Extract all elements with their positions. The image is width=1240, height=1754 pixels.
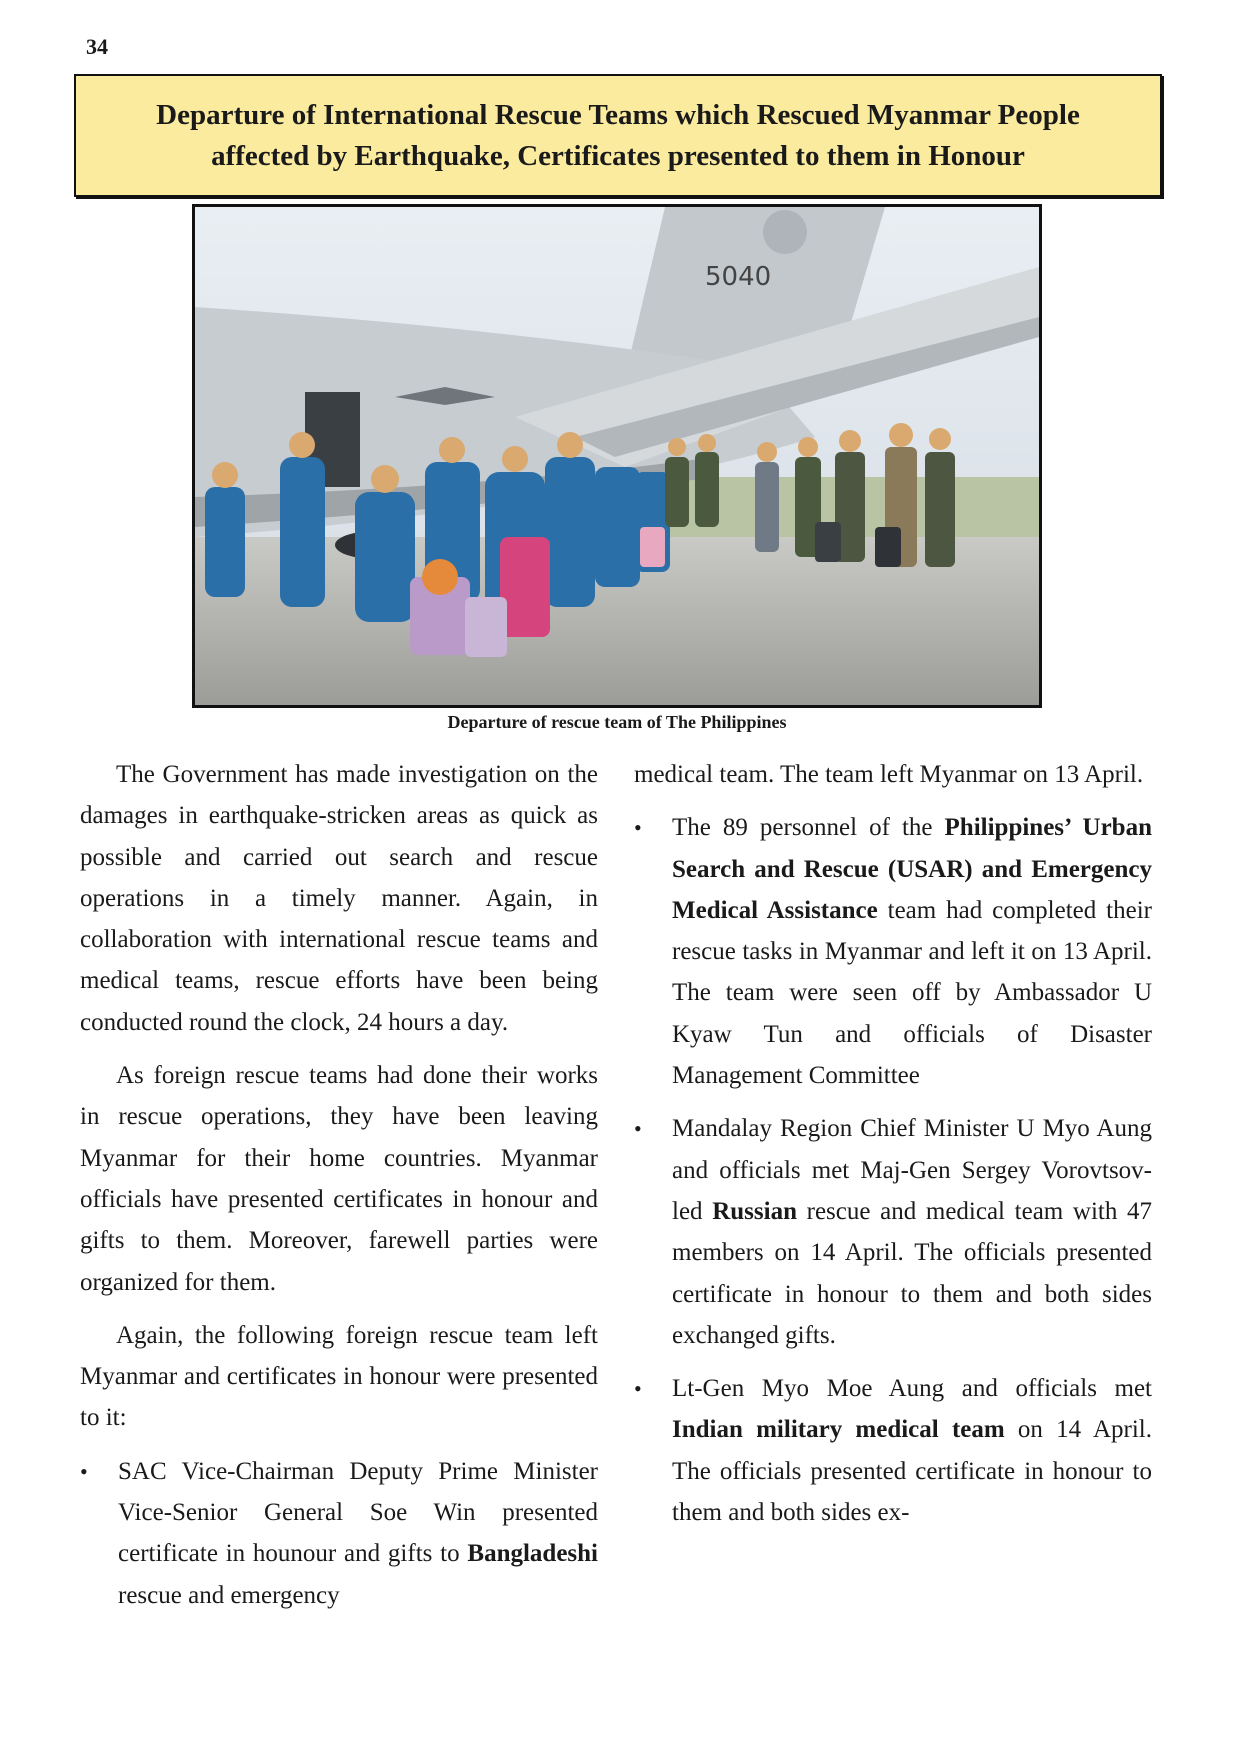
bullet-russia: • Mandalay Region Chief Minister U Myo Aung and officials met Maj-Gen Sergey Vorovtsov-led Russian rescue and medical team with 47 members on 14 April. The officials presented certificate in honour to them and both sides exchanged gifts. <box>634 1108 1152 1356</box>
title-line-1: Departure of International Rescue Teams which Rescued Myanmar People <box>156 98 1080 131</box>
title-line-2: affected by Earthquake, Certificates presented to them in Honour <box>211 139 1025 172</box>
left-column <box>80 754 598 1628</box>
team-indian-military-medical: Indian military medical team <box>672 1416 1005 1444</box>
tail-number: 5040 <box>705 262 772 292</box>
bullet-bangladesh-continued: medical team. The team left Myanmar on 13 April. <box>634 761 1144 788</box>
departure-photo <box>192 204 1042 708</box>
departure-photo-illustration <box>195 207 1039 705</box>
paragraph-1: The Government has made investigation on the damages in earthquake-stricken areas as quick as possible and carried out search and rescue operations in a timely manner. Again, in collaboration with international rescue teams and medical teams, rescue efforts have been being conducted round the clock, 24 hours a day. <box>80 761 598 1036</box>
title-box <box>74 74 1162 197</box>
bullet-list-left <box>80 1451 598 1616</box>
photo-caption: Departure of rescue team of The Philippines <box>447 712 787 732</box>
right-column <box>634 754 1152 1545</box>
page-number: 34 <box>86 34 108 59</box>
paragraph-3: Again, the following foreign rescue team left Myanmar and certificates in honour were presented to it: <box>80 1321 598 1432</box>
bullet-philippines: • The 89 personnel of the Philippines’ Urban Search and Rescue (USAR) and Emergency Medical Assistance team had completed their rescue tasks in Myanmar and left it on 13 April. The team were seen off by Ambassador U Kyaw Tun and officials of Disaster Management Committee <box>634 807 1152 1096</box>
country-bangladeshi: Bangladeshi <box>467 1540 598 1568</box>
country-russian: Russian <box>712 1197 797 1225</box>
team-philippines-usar: Philippines’ Urban Search and Rescue (USAR) and Emergency Medical Assistance <box>672 814 1152 924</box>
bullet-india: • Lt-Gen Myo Moe Aung and officials met Indian military medical team on 14 April. The officials presented certificate in honour to them and both sides ex- <box>634 1368 1152 1533</box>
paragraph-2: As foreign rescue teams had done their works in rescue operations, they have been leaving Myanmar for their home countries. Myanmar officials have presented certificates in honour and gifts to them. Moreover, farewell parties were organized for them. <box>80 1062 598 1296</box>
bullet-bangladesh: • SAC Vice-Chairman Deputy Prime Minister Vice-Senior General Soe Win presented certificate in hounour and gifts to Bangladeshi rescue and emergency <box>80 1451 598 1616</box>
bullet-list-right <box>634 807 1152 1533</box>
